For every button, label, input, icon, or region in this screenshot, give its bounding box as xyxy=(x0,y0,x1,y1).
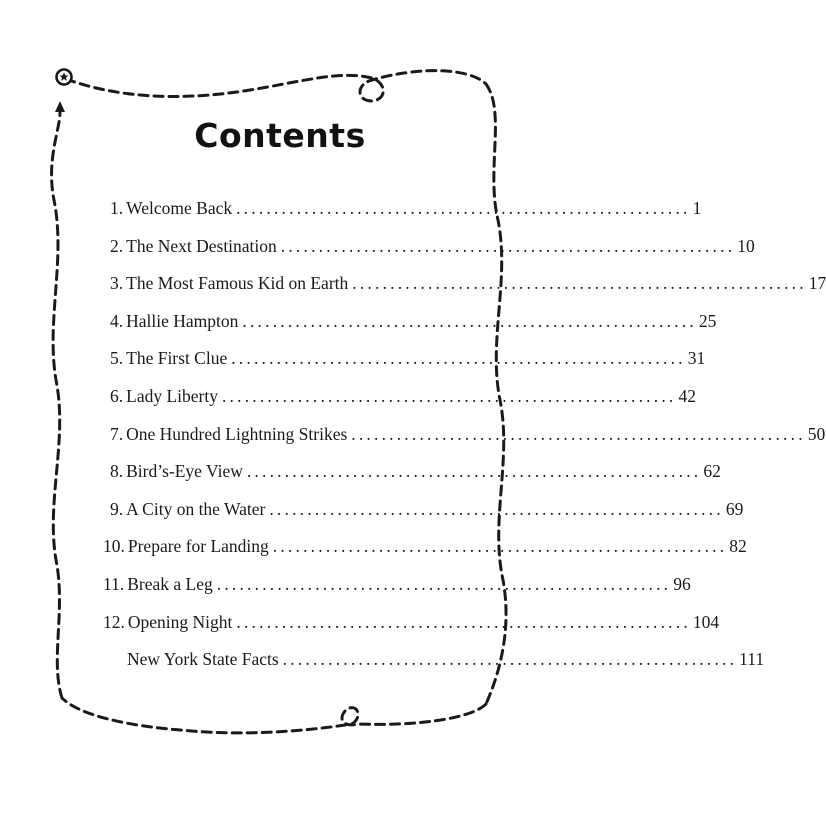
toc-entry-number: 5. xyxy=(110,348,124,369)
dot-leader: ............................................................ xyxy=(216,574,672,594)
toc-entry xyxy=(110,310,717,333)
star-marker-icon xyxy=(57,70,72,85)
toc-entry-page-number: 69 xyxy=(725,498,744,519)
toc-entry xyxy=(103,536,747,558)
toc-entry-title: Welcome Back xyxy=(126,198,233,218)
toc-entry-page-number: 50 xyxy=(807,423,826,444)
dot-leader: ............................................................ xyxy=(221,386,677,406)
toc-entry-page-number: 96 xyxy=(673,574,691,594)
dot-leader: ............................................................ xyxy=(236,611,691,632)
toc-entry-number: 4. xyxy=(110,310,124,331)
toc-entry-page-number: 42 xyxy=(678,386,696,406)
toc-entry xyxy=(110,461,721,483)
toc-entry-page-number: 111 xyxy=(739,649,765,670)
toc-entry-title: New York State Facts xyxy=(127,649,279,670)
toc-entry-page-number: 104 xyxy=(692,611,720,632)
toc-entry-number: 2. xyxy=(110,235,124,256)
dot-leader: ............................................................ xyxy=(280,235,736,256)
toc-entry-page-number: 31 xyxy=(687,348,706,369)
toc-entry-title: Bird’s-Eye View xyxy=(126,461,243,482)
toc-entry xyxy=(110,386,696,408)
toc-entry-title: Opening Night xyxy=(127,611,233,632)
dot-leader: ............................................................ xyxy=(269,498,724,519)
toc-entry xyxy=(110,348,706,370)
toc-entry-title: Break a Leg xyxy=(127,574,213,594)
toc-entry-page-number: 25 xyxy=(698,310,717,331)
arrow-up-icon xyxy=(55,101,65,112)
toc-entry xyxy=(110,235,755,258)
toc-entry-title: The First Clue xyxy=(126,348,228,369)
toc-entry-title: Hallie Hampton xyxy=(126,310,239,331)
toc-entry-number: 7. xyxy=(110,423,124,444)
toc-entry-title: Lady Liberty xyxy=(126,386,218,406)
toc-entry-page-number: 82 xyxy=(729,536,747,557)
toc-entry-number: 6. xyxy=(110,386,124,406)
toc-entry xyxy=(103,611,720,634)
toc-entry-title: Prepare for Landing xyxy=(127,536,269,557)
toc-entry-number: 12. xyxy=(103,611,125,632)
toc-entry-page-number: 10 xyxy=(737,235,755,256)
toc-entry-number: 8. xyxy=(110,461,124,482)
page-title: Contents xyxy=(194,116,366,155)
toc-entry-title: The Most Famous Kid on Earth xyxy=(126,273,349,294)
toc-entry xyxy=(110,198,702,220)
toc-entry xyxy=(127,649,765,671)
dot-leader: ............................................................ xyxy=(272,536,728,557)
dot-leader: ............................................................ xyxy=(231,348,686,369)
toc-entry-number: 1. xyxy=(110,198,124,218)
toc-entry xyxy=(103,574,691,596)
toc-entry-number: 11. xyxy=(103,574,125,594)
toc-entry-title: One Hundred Lightning Strikes xyxy=(126,423,348,444)
toc-entry xyxy=(110,273,826,295)
dot-leader: ............................................................ xyxy=(282,649,738,670)
toc-entry-number: 3. xyxy=(110,273,124,294)
toc-entry-number: 10. xyxy=(103,536,125,557)
toc-entry-title: A City on the Water xyxy=(126,498,266,519)
dot-leader: ............................................................ xyxy=(351,423,806,444)
toc-entry-page-number: 17 xyxy=(808,273,826,294)
dot-leader: ............................................................ xyxy=(242,310,697,331)
dot-leader: ............................................................ xyxy=(246,461,702,482)
dot-leader: ............................................................ xyxy=(236,198,691,218)
toc-entry-number: 9. xyxy=(110,498,124,519)
toc-entry xyxy=(110,498,744,521)
toc-entry-title: The Next Destination xyxy=(126,235,277,256)
toc-entry-page-number: 62 xyxy=(703,461,721,482)
toc-entry-page-number: 1 xyxy=(692,198,702,218)
toc-entry xyxy=(110,423,826,446)
dot-leader: ............................................................ xyxy=(352,273,807,294)
